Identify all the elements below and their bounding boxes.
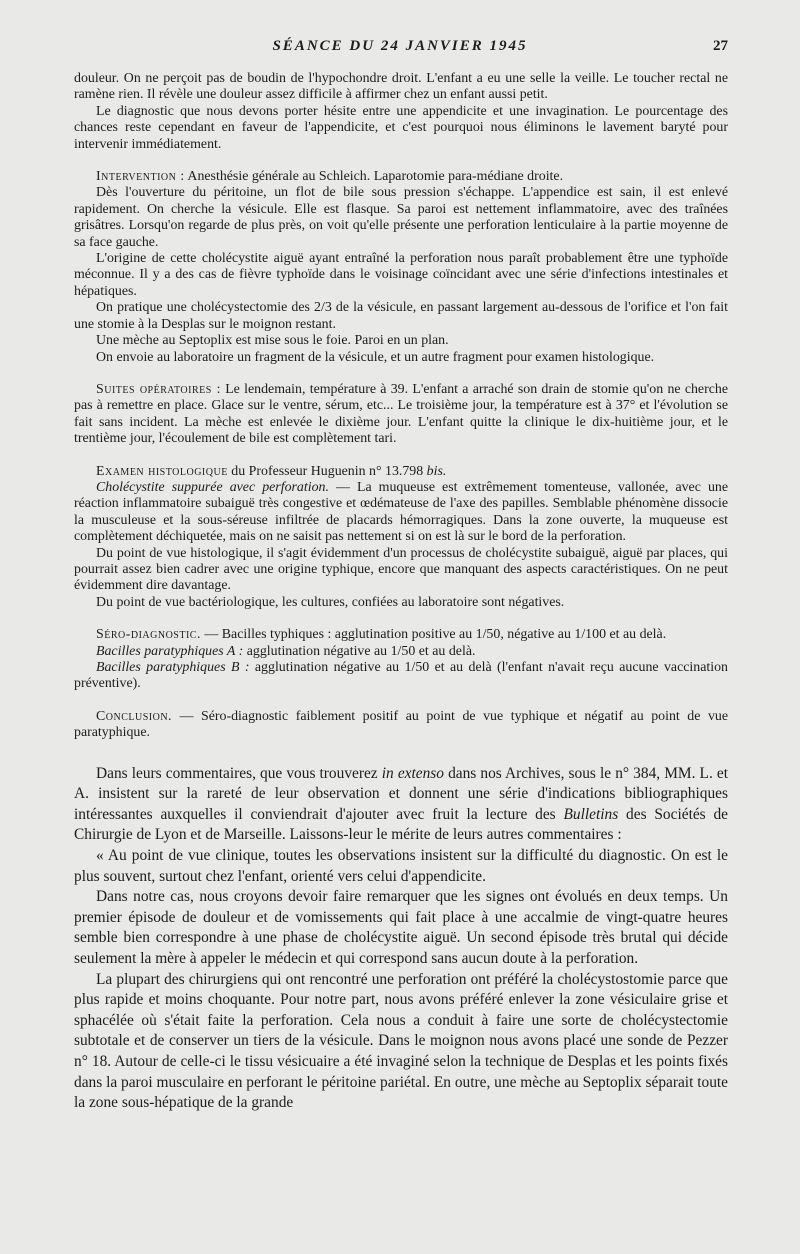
paragraph-text: Bulletins	[563, 805, 619, 823]
paragraph: douleur. On ne perçoit pas de boudin de l'hypochondre droit. L'enfant a eu une selle la veille. Le toucher rectal ne ramène rien. Il révèle une douleur assez difficile à affirmer chez un enfant aussi petit.	[74, 71, 728, 103]
paragraph	[74, 764, 728, 846]
paragraph-text: Le lendemain, température à 39. L'enfant a arraché son drain de stomie qu'on ne cherche pas à remettre en place. Glace sur le ventre, sérum, etc... Le troisième jour, la température est à 37° et l'évolution se fait sans incident. La mèche est enlevée le dixième jour. L'enfant quitte la clinique le dix-huitième jour, et le trentième jour, l'écoulement de bile est complètement tari.	[74, 381, 728, 447]
paragraph-text: du Professeur Huguenin n° 13.798	[227, 463, 427, 479]
paragraph-label: Bacilles paratyphiques A :	[96, 643, 244, 659]
section-heading: Intervention :	[96, 169, 185, 185]
paragraph-subtitle: Cholécystite suppurée avec perforation.	[96, 479, 329, 495]
paragraph: Du point de vue bactériologique, les cultures, confiées au laboratoire sont négatives.	[96, 594, 565, 610]
paragraph-text: agglutination négative au 1/50 et au delà (l'enfant n'avait reçu aucune vaccination préventive).	[74, 660, 728, 692]
paragraph-text: — Séro-diagnostic faiblement positif au point de vue typhique et négatif au point de vue paratyphique.	[74, 708, 728, 741]
paragraph: « Au point de vue clinique, toutes les observations insistent sur la difficulté du diagnostic. On est le plus souvent, surtout chez l'enfant, orienté vers celui d'appendicite.	[74, 847, 728, 885]
paragraph-label: Bacilles paratyphiques B :	[96, 660, 250, 675]
paragraph-text: agglutination négative au 1/50 et au delà.	[243, 643, 476, 659]
paragraph: Une mèche au Septoplix est mise sous le foie. Paroi en un plan.	[96, 333, 449, 349]
examen-paragraph	[74, 464, 728, 480]
suites-paragraph	[74, 382, 728, 448]
paragraph	[74, 480, 728, 546]
paragraph: Dès l'ouverture du péritoine, un flot de bile sous pression s'échappe. L'appendice est sain, il est enlevé rapidement. On cherche la vésicule. Elle est flasque. Sa paroi est nettement inflammatoire, avec des traînées grisâtres. Lorsqu'on regarde de plus près, on voit qu'elle présente une perforation lenticulaire à la partie moyenne de sa face gauche.	[74, 185, 728, 250]
paragraph: Du point de vue histologique, il s'agit évidemment d'un processus de cholécystite subaiguë, aiguë par places, qui pourrait assez bien cadrer avec une origine typhique, encore que manquant des aspects caractéristiques. On ne peut évidemment dire davantage.	[74, 545, 728, 594]
page-body	[74, 71, 728, 1114]
paragraph-text: bis.	[426, 463, 447, 479]
paragraph-text: in extenso	[381, 764, 444, 782]
paragraph	[74, 644, 728, 660]
paragraph: La plupart des chirurgiens qui ont rencontré une perforation ont préféré la cholécystostomie parce que plus rapide et moins choquante. Pour notre part, nous avons préféré enlever la zone vésiculaire grise et sphacélée où s'était faite la perforation. Cela nous a conduit à faire une sorte de cholécystectomie subtotale et de conserver un tiers de la vésicule. Dans le moignon nous avons placé une sonde de Pezzer n° 18. Autour de celle-ci le tissu vésicuaire a été invaginé selon la technique de Desplas et les points fixés dans la paroi musculaire en perforant le péritoine pariétal. En outre, une mèche au Septoplix séparait toute la zone sous-hépatique de la grande	[74, 970, 728, 1112]
paragraph-text: dans nos Archives, sous le n° 384, MM. L. et A. insistent sur la rareté de leur observation et donnent une série d'indications bibliographiques intéressantes auxquelles il conviendrait d'ajouter avec fruit la lecture des	[74, 764, 728, 823]
section-heading: Séro-diagnostic.	[96, 627, 201, 643]
sero-paragraph	[74, 627, 728, 643]
commentary-section	[74, 764, 728, 1114]
paragraph: On pratique une cholécystectomie des 2/3 de la vésicule, en passant largement au-dessous de l'orifice et l'on fait une stomie à la Desplas sur le moignon restant.	[74, 300, 728, 332]
page-header	[0, 38, 800, 60]
paragraph	[74, 660, 728, 693]
paragraph-text: — Bacilles typhiques : agglutination positive au 1/50, négative au 1/100 et au delà.	[200, 627, 667, 643]
section-heading: Conclusion.	[96, 708, 173, 724]
paragraph-text: Dans leurs commentaires, que vous trouverez	[96, 764, 382, 782]
conclusion-paragraph	[74, 709, 728, 742]
intervention-paragraph	[74, 169, 728, 185]
section-heading: Examen histologique	[96, 463, 228, 479]
paragraph-text: des Sociétés de Chirurgie de Lyon et de Marseille. Laissons-leur le mérite de leurs autres commentaires :	[74, 805, 729, 844]
paragraph: Le diagnostic que nous devons porter hésite entre une appendicite et une invagination. Le pourcentage des chances reste cependant en faveur de l'appendicite, et c'est pourquoi nous éliminons le lavement baryté pour intervenir immédiatement.	[74, 103, 728, 152]
paragraph: On envoie au laboratoire un fragment de la vésicule, et un autre fragment pour examen histologique.	[96, 349, 655, 365]
paragraph-text: Anesthésie générale au Schleich. Laparotomie para-médiane droite.	[184, 169, 564, 185]
section-heading: Suites opératoires :	[96, 381, 221, 397]
running-title: SÉANCE DU 24 JANVIER 1945	[272, 38, 528, 54]
paragraph-text: — La muqueuse est extrêmement tomenteuse, vallonée, avec une réaction inflammatoire subaiguë très congestive et œdémateuse de l'axe des papilles. Semblable phénomène dissocie la musculeuse et la sous-séreuse infiltrée de placards hémorragiques. Dans la zone ouverte, la muqueuse est complètement déchiquetée, mais on ne saisit pas nettement si on est là sur le bord de la perforation.	[74, 479, 728, 545]
page-number: 27	[713, 38, 728, 54]
paragraph: Dans notre cas, nous croyons devoir faire remarquer que les signes ont évolués en deux temps. Un premier épisode de douleur et de vomissements qui fait place à une accalmie de vingt-quatre heures semble bien correspondre à une phase de cholécystite aiguë. Un second épisode très brutal qui décide seulement la mère à appeler le médecin et qui correspond sans aucun doute à la perforation.	[74, 888, 728, 967]
paragraph: L'origine de cette cholécystite aiguë ayant entraîné la perforation nous paraît probablement être une typhoïde méconnue. Il y a des cas de fièvre typhoïde dans le voisinage coïncidant avec une série d'infections intestinales et hépatiques.	[74, 251, 728, 299]
